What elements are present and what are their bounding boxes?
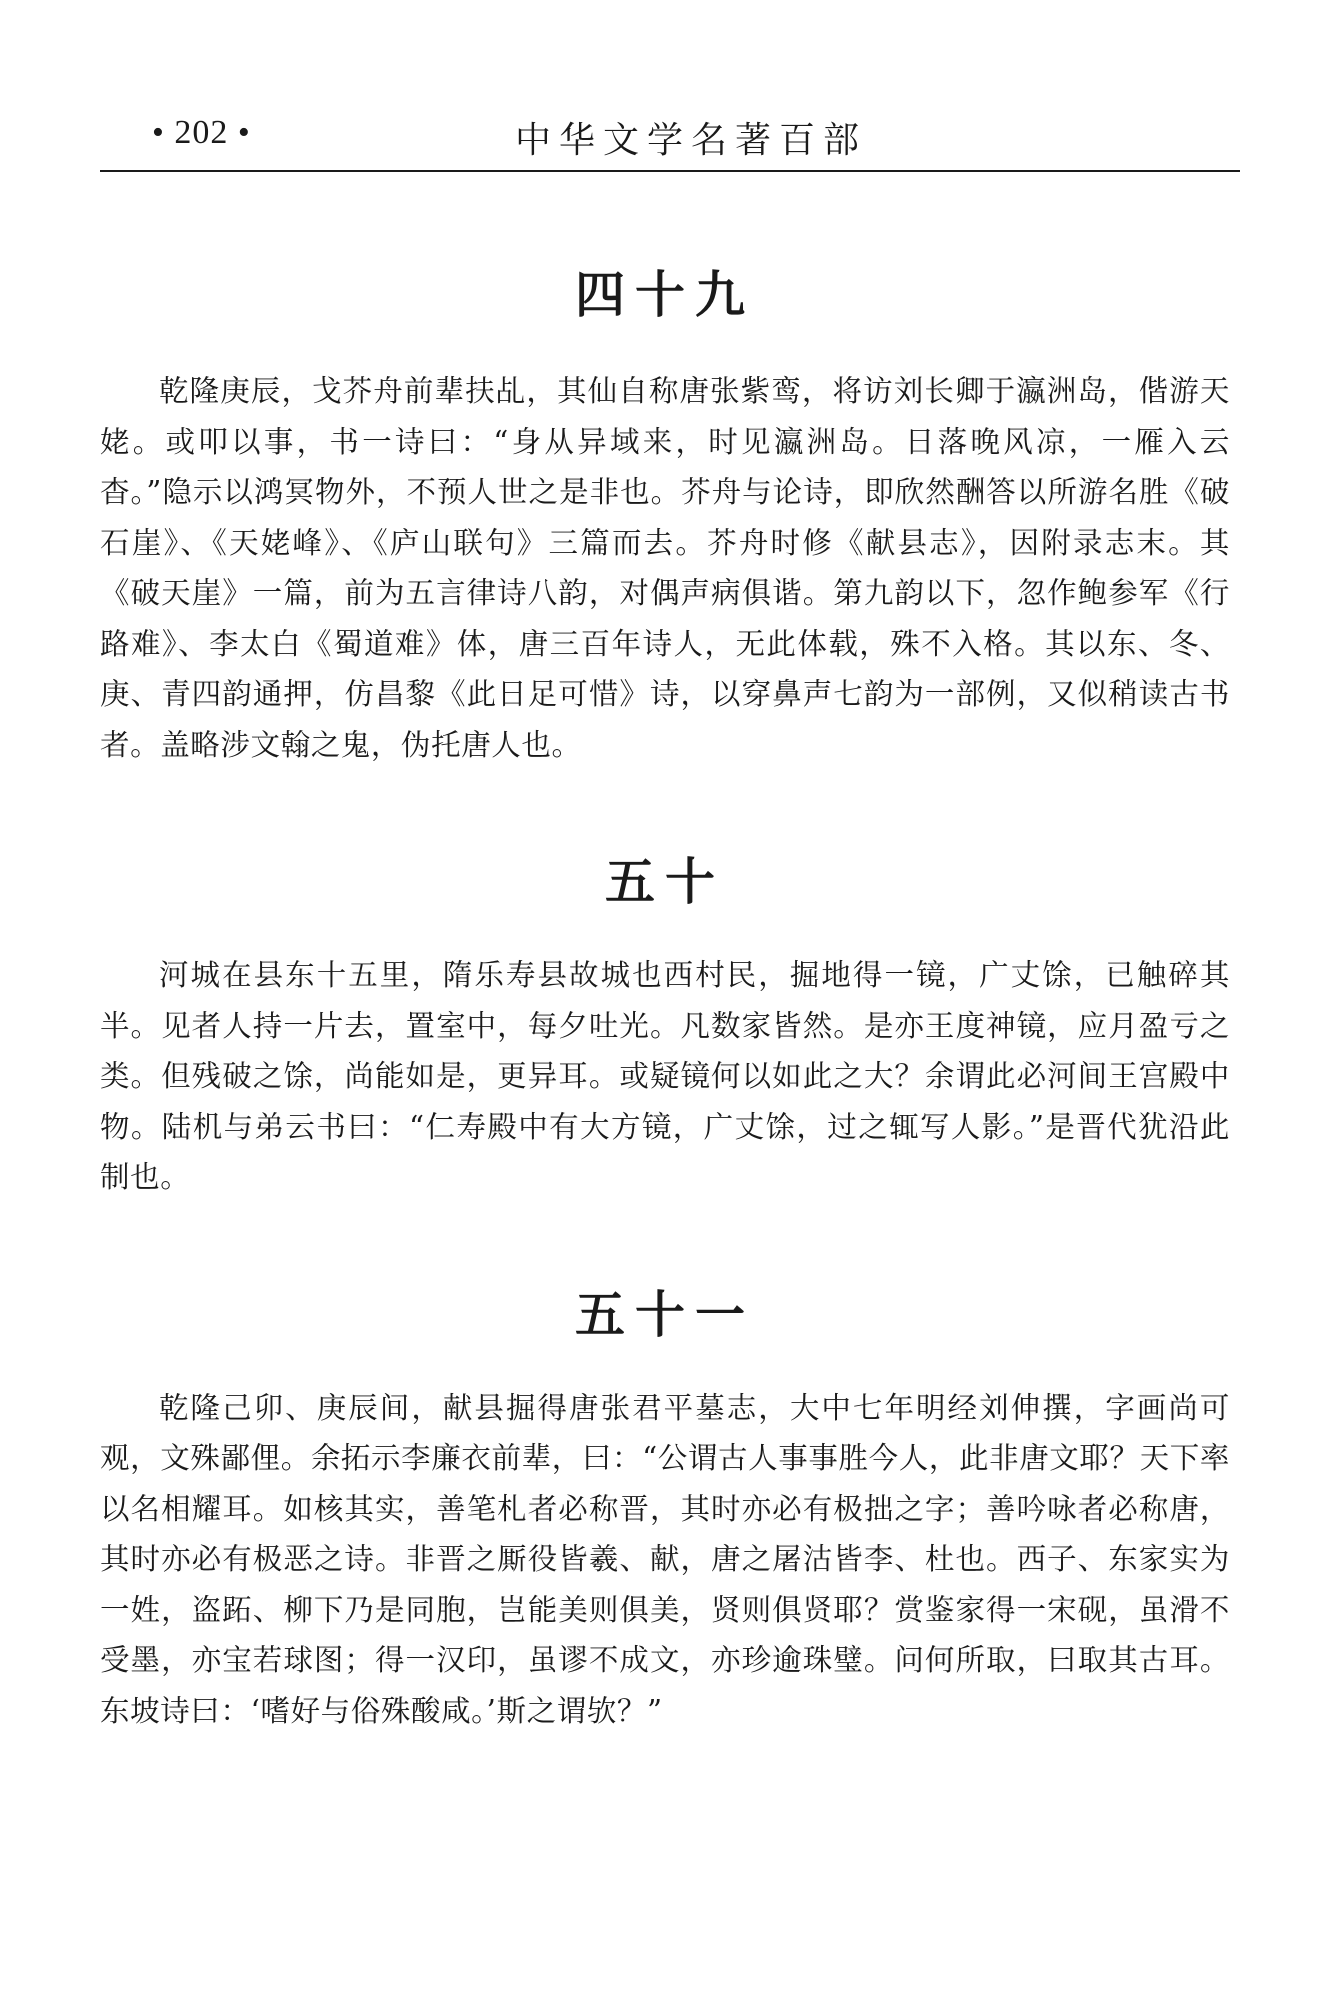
section-49 [100, 255, 1230, 770]
section-paragraph: 乾隆己卯、庚辰间，献县掘得唐张君平墓志，大中七年明经刘伸撰，字画尚可观，文殊鄙俚。余拓示李廉衣前辈，曰：“公谓古人事事胜今人，此非唐文耶？天下率以名相耀耳。如核其实，善笔札者必称晋，其时亦必有极拙之字；善吟咏者必称唐，其时亦必有极恶之诗。非晋之厮役皆羲、献，唐之屠沽皆李、杜也。西子、东家实为一姓，盗跖、柳下乃是同胞，岂能美则俱美，贤则俱贤耶？赏鉴家得一宋砚，虽滑不受墨，亦宝若球图；得一汉印，虽谬不成文，亦珍逾珠璧。问何所取，曰取其古耳。东坡诗曰：‘嗜好与俗殊酸咸。’斯之谓欤？” [100, 1390, 1230, 1728]
page-number: • 202 • [152, 114, 251, 151]
section-heading: 四十九 [575, 266, 755, 324]
section-50 [100, 842, 1230, 1203]
section-heading: 五十一 [575, 1285, 755, 1344]
header-rule [100, 170, 1240, 172]
section-heading: 五十 [605, 853, 725, 911]
page-content [100, 255, 1230, 1736]
book-title: 中华文学名著百部 [515, 120, 868, 161]
section-51 [100, 1275, 1230, 1737]
section-paragraph: 乾隆庚辰，戈芥舟前辈扶乩，其仙自称唐张紫鸾，将访刘长卿于瀛洲岛，偕游天姥。或叩以事，书一诗曰：“身从异域来，时见瀛洲岛。日落晚风凉，一雁入云杳。”隐示以鸿冥物外，不预人世之是非也。芥舟与论诗，即欣然酬答以所游名胜《破石崖》、《天姥峰》、《庐山联句》三篇而去。芥舟时修《献县志》，因附录志末。其《破天崖》一篇，前为五言律诗八韵，对偶声病俱谐。第九韵以下，忽作鲍参军《行路难》、李太白《蜀道难》体，唐三百年诗人，无此体载，殊不入格。其以东、冬、庚、青四韵通押，仿昌黎《此日足可惜》诗，以穿鼻声七韵为一部例，又似稍读古书者。盖略涉文翰之鬼，伪托唐人也。 [100, 374, 1230, 762]
running-head [100, 108, 1240, 168]
section-paragraph: 河城在县东十五里，隋乐寿县故城也西村民，掘地得一镜，广丈馀，已触碎其半。见者人持一片去，置室中，每夕吐光。凡数家皆然。是亦王度神镜，应月盈亏之类。但残破之馀，尚能如是，更异耳。或疑镜何以如此之大？余谓此必河间王宫殿中物。陆机与弟云书曰：“仁寿殿中有大方镜，广丈馀，过之辄写人影。”是晋代犹沿此制也。 [100, 958, 1230, 1194]
